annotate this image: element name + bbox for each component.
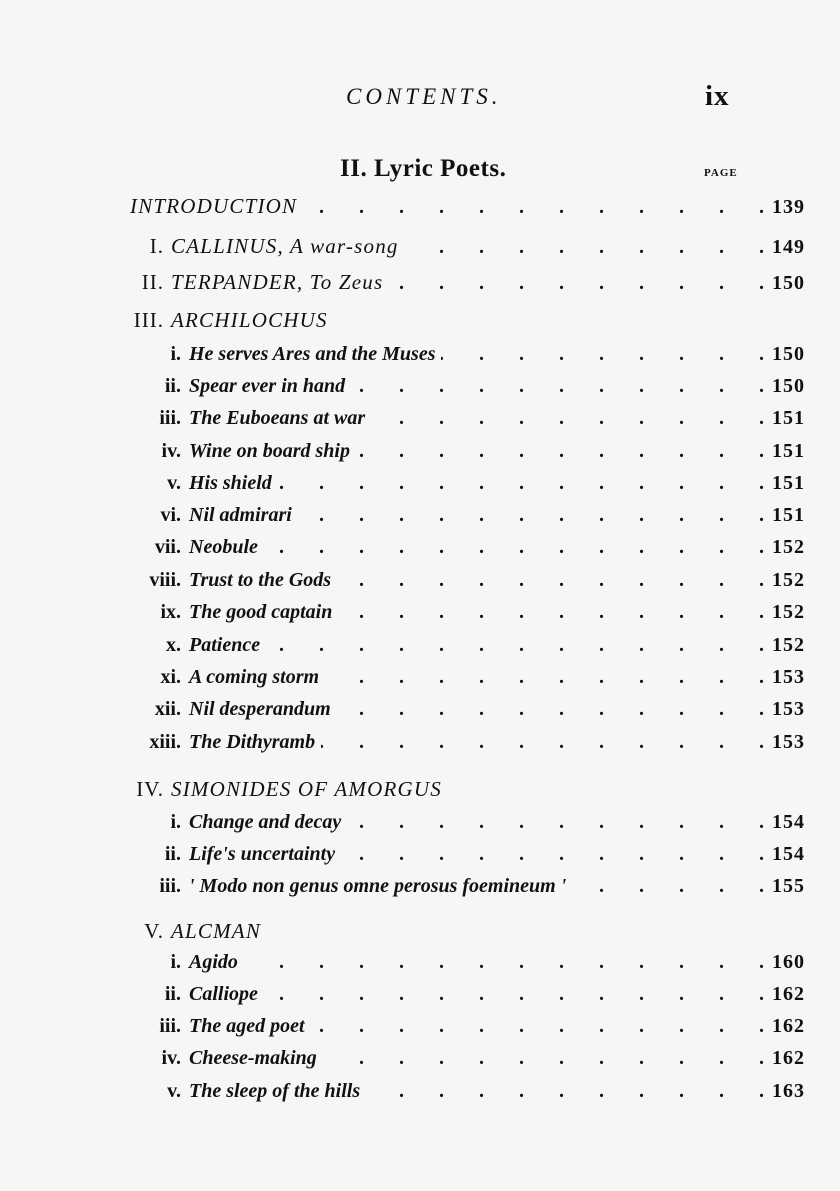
section-title: II. Lyric Poets. — [340, 155, 507, 182]
leader-dots — [338, 601, 764, 624]
leader-dots — [356, 440, 764, 463]
toc-subentry — [0, 375, 840, 405]
toc-subentry — [0, 1047, 840, 1077]
leader-dots — [298, 504, 764, 527]
entry-title: The sleep of the hills — [189, 1080, 361, 1102]
entry-page: 153 — [772, 666, 805, 688]
entry-title: Spear ever in hand — [189, 375, 346, 397]
entry-title: A coming storm — [189, 666, 320, 688]
leader-dots — [303, 196, 764, 219]
leader-dots — [325, 666, 764, 689]
toc-subentry — [0, 601, 840, 631]
entry-page: 150 — [772, 272, 805, 294]
entry-number: V. — [144, 919, 164, 943]
entry-page: 152 — [772, 536, 805, 558]
leader-dots — [351, 375, 764, 398]
page-number: ix — [705, 80, 730, 112]
entry-title: CALLINUS, A war-song — [171, 234, 399, 258]
entry-number: xiii. — [149, 731, 181, 753]
entry-number: iii. — [159, 1015, 181, 1037]
toc-entry-introduction — [0, 194, 840, 224]
entry-title: The good captain — [189, 601, 333, 623]
running-title: CONTENTS. — [346, 84, 502, 109]
entry-number: i. — [170, 343, 181, 365]
entry-page: 152 — [772, 601, 805, 623]
entry-title: ALCMAN — [171, 919, 262, 943]
entry-number: x. — [166, 634, 181, 656]
leader-dots — [278, 472, 764, 495]
entry-title: Change and decay — [189, 811, 342, 833]
entry-page: 154 — [772, 843, 805, 865]
toc-subentry — [0, 472, 840, 502]
leader-dots — [572, 875, 764, 898]
entry-number: vi. — [160, 504, 181, 526]
toc-subentry — [0, 951, 840, 981]
toc-heading-alcman — [0, 919, 840, 949]
entry-number: xi. — [160, 666, 181, 688]
leader-dots — [389, 272, 764, 295]
leader-dots — [405, 236, 764, 259]
entry-number: iv. — [161, 440, 181, 462]
leader-dots — [371, 407, 764, 430]
entry-number: III. — [133, 308, 164, 332]
entry-title: Neobule — [189, 536, 258, 558]
entry-number: iii. — [159, 407, 181, 429]
entry-number: iv. — [161, 1047, 181, 1069]
entry-title: Nil desperandum — [189, 698, 331, 720]
entry-title: Nil admirari — [189, 504, 292, 526]
entry-page: 152 — [772, 634, 805, 656]
entry-page: 155 — [772, 875, 805, 897]
entry-title: Calliope — [189, 983, 258, 1005]
toc-subentry — [0, 634, 840, 664]
leader-dots — [337, 569, 764, 592]
entry-page: 151 — [772, 472, 805, 494]
entry-title: Wine on board ship — [189, 440, 350, 462]
entry-title: INTRODUCTION — [130, 194, 298, 218]
entry-number: i. — [170, 951, 181, 973]
leader-dots — [337, 698, 764, 721]
leader-dots — [264, 536, 764, 559]
entry-title: The Dithyramb — [189, 731, 316, 753]
leader-dots — [347, 811, 764, 834]
leader-dots — [441, 343, 764, 366]
toc-subentry — [0, 698, 840, 728]
leader-dots — [264, 983, 764, 1006]
entry-number: viii. — [149, 569, 181, 591]
toc-subentry — [0, 875, 840, 905]
entry-title: The Euboeans at war — [189, 407, 366, 429]
toc-subentry — [0, 343, 840, 373]
toc-subentry — [0, 843, 840, 873]
entry-title: His shield — [189, 472, 272, 494]
entry-page: 150 — [772, 375, 805, 397]
leader-dots — [366, 1080, 764, 1103]
entry-number: IV. — [136, 777, 164, 801]
entry-number: ix. — [160, 601, 181, 623]
toc-entry-terpander — [0, 270, 840, 300]
entry-page: 150 — [772, 343, 805, 365]
entry-title: Trust to the Gods — [189, 569, 332, 591]
entry-page: 139 — [772, 196, 805, 218]
toc-subentry — [0, 569, 840, 599]
toc-entry-callinus — [0, 234, 840, 264]
entry-number: v. — [167, 1080, 181, 1102]
entry-title: The aged poet — [189, 1015, 305, 1037]
entry-page: 152 — [772, 569, 805, 591]
leader-dots — [311, 1015, 764, 1038]
page-column-label: PAGE — [704, 167, 738, 179]
toc-subentry — [0, 536, 840, 566]
running-head — [0, 80, 840, 120]
entry-page: 151 — [772, 407, 805, 429]
entry-title: TERPANDER, To Zeus — [171, 270, 384, 294]
toc-subentry — [0, 504, 840, 534]
toc-subentry — [0, 1080, 840, 1110]
entry-title: Patience — [189, 634, 261, 656]
entry-number: vii. — [154, 536, 181, 558]
entry-number: ii. — [164, 843, 181, 865]
entry-number: I. — [149, 234, 164, 258]
entry-number: i. — [170, 811, 181, 833]
toc-subentry — [0, 440, 840, 470]
entry-number: iii. — [159, 875, 181, 897]
entry-title: SIMONIDES OF AMORGUS — [171, 777, 442, 801]
leader-dots — [266, 634, 764, 657]
toc-heading-simonides — [0, 777, 840, 807]
toc-subentry — [0, 731, 840, 761]
entry-number: xii. — [154, 698, 181, 720]
entry-number: II. — [141, 270, 164, 294]
toc-subentry — [0, 1015, 840, 1045]
entry-page: 162 — [772, 983, 805, 1005]
entry-number: ii. — [164, 983, 181, 1005]
entry-page: 153 — [772, 698, 805, 720]
toc-subentry — [0, 811, 840, 841]
toc-subentry — [0, 407, 840, 437]
entry-page: 151 — [772, 504, 805, 526]
entry-title: Cheese-making — [189, 1047, 317, 1069]
entry-title: Agido — [189, 951, 238, 973]
entry-title: ' Modo non genus omne perosus foemineum ' — [189, 875, 567, 897]
entry-number: ii. — [164, 375, 181, 397]
leader-dots — [244, 951, 764, 974]
section-heading — [0, 155, 840, 187]
entry-page: 162 — [772, 1015, 805, 1037]
toc-subentry — [0, 983, 840, 1013]
entry-title: He serves Ares and the Muses — [189, 343, 436, 365]
toc-heading-archilochus — [0, 308, 840, 338]
leader-dots — [341, 843, 764, 866]
entry-page: 160 — [772, 951, 805, 973]
entry-title: ARCHILOCHUS — [171, 308, 328, 332]
entry-title: Life's uncertainty — [189, 843, 336, 865]
entry-page: 162 — [772, 1047, 805, 1069]
entry-page: 154 — [772, 811, 805, 833]
entry-number: v. — [167, 472, 181, 494]
entry-page: 151 — [772, 440, 805, 462]
leader-dots — [323, 1047, 764, 1070]
entry-page: 153 — [772, 731, 805, 753]
toc-subentry — [0, 666, 840, 696]
leader-dots — [321, 731, 764, 754]
entry-page: 149 — [772, 236, 805, 258]
entry-page: 163 — [772, 1080, 805, 1102]
